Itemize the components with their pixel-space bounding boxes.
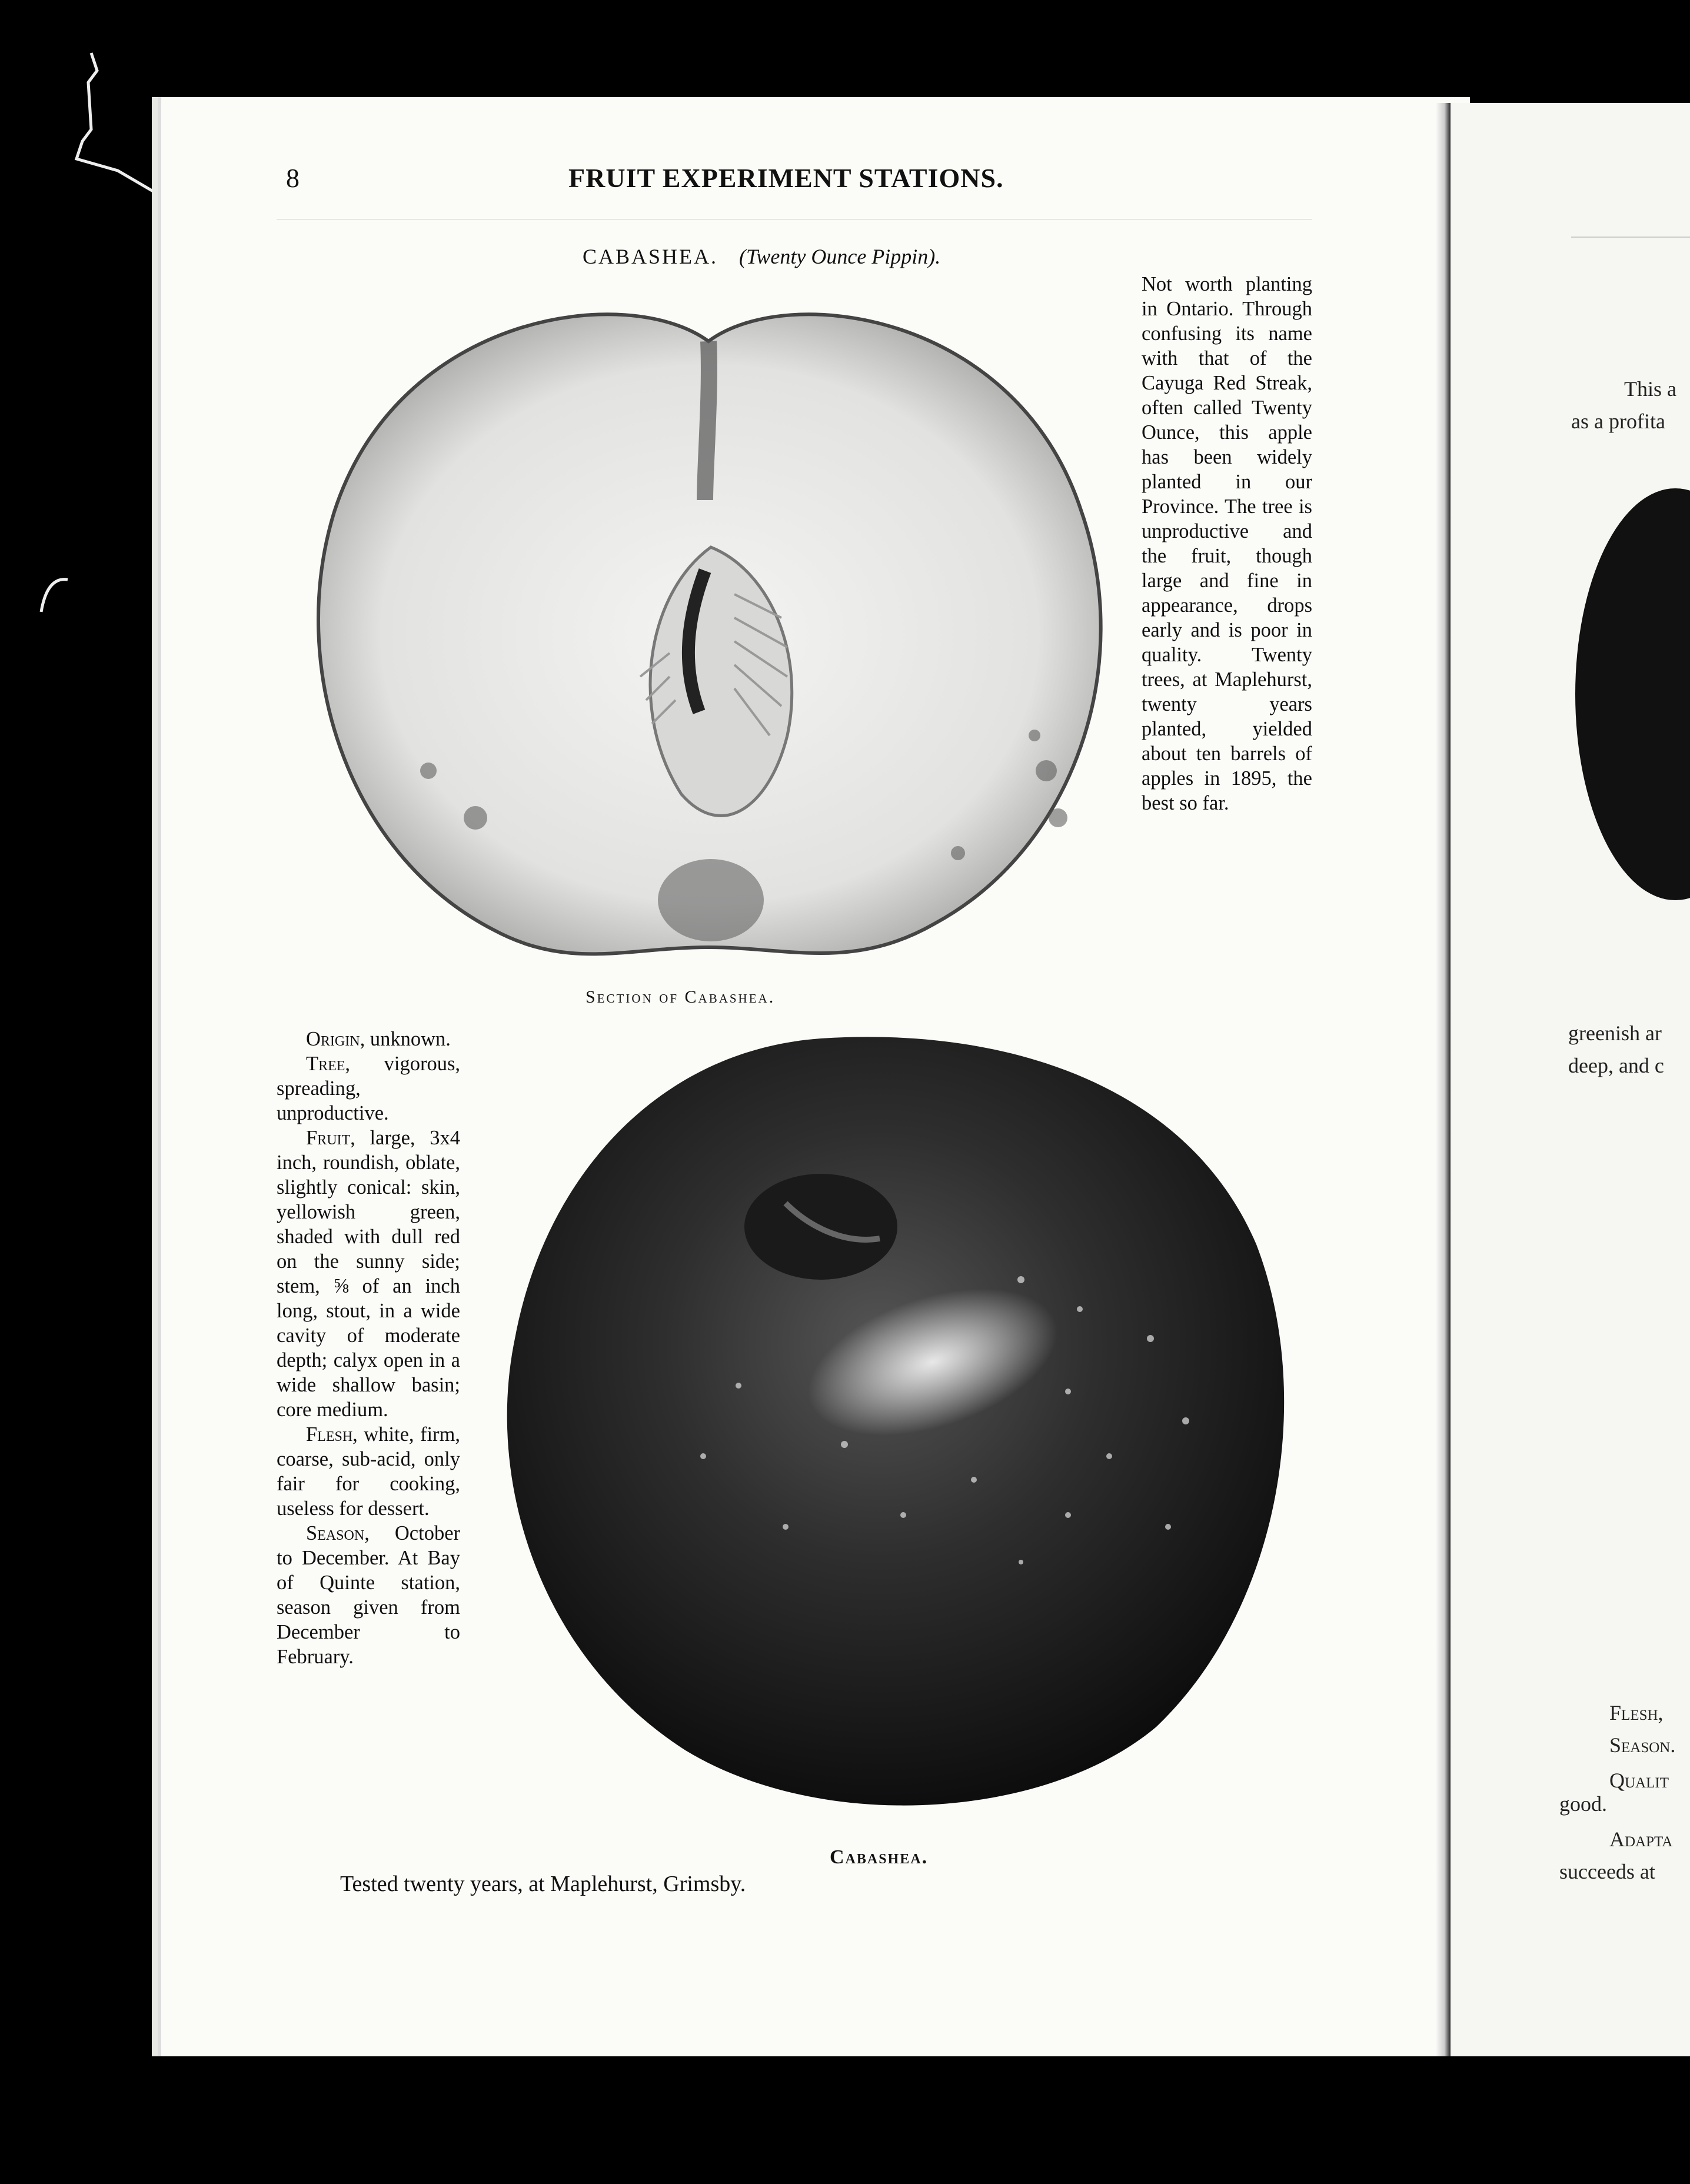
facing-text-line: Adapta [1609,1827,1673,1851]
plate-title-main: CABASHEA. [583,245,718,268]
description-lead: Season, [306,1522,370,1544]
apple-section-image [299,288,1118,971]
description-fruit [277,1126,460,1422]
facing-text-line: succeeds at [1559,1860,1655,1883]
facing-text-line: as a profita [1571,410,1665,433]
facing-text-line: This a [1624,377,1676,401]
description-tree [277,1051,460,1126]
plate-title-alt: (Twenty Ounce Pippin). [739,245,941,268]
description-text: October to December. At Bay of Quinte station, season given from December to February. [277,1522,460,1668]
facing-text-line: Flesh, [1609,1701,1664,1724]
section-caption: Section of Cabashea. [585,987,776,1007]
running-head: FRUIT EXPERIMENT STATIONS. [568,163,1004,193]
whole-apple-image [491,1033,1303,1827]
facing-page-rule [1571,237,1690,238]
facing-text-line: deep, and c [1568,1054,1664,1077]
note-paragraph: Not worth planting in Ontario. Through confusing its name with that of the Cayuga Red Streak, often called Twenty Ounce, this apple has been widely planted in our Province. The tree is unproductive and the fruit, though large and fine in appearance, drops early and is poor in quality. Twenty trees, at Maplehurst, twenty years planted, yielded about ten barrels of apples in 1895, the best so far. [1142,273,1312,814]
description-lead: Flesh, [306,1423,358,1446]
description-flesh [277,1422,460,1521]
facing-text-line: Season. [1609,1733,1676,1757]
tested-note: Tested twenty years, at Maplehurst, Grimsby. [340,1872,746,1896]
whole-apple-caption: Cabashea. [830,1846,929,1868]
description-lead: Fruit, [306,1127,355,1149]
page-number: 8 [286,163,300,193]
description-season [277,1521,460,1669]
description-lead: Tree, [306,1053,351,1075]
scan-mark [35,47,165,200]
scan-mark [35,565,82,618]
description-text: unknown. [365,1028,451,1050]
description-origin [277,1027,460,1051]
facing-text-line: greenish ar [1568,1021,1662,1045]
plate-title [583,244,940,269]
description-text: vigorous, spreading, unproductive. [277,1053,460,1124]
description-text: white, firm, coarse, sub-acid, only fair for cooking, useless for dessert. [277,1423,460,1520]
description-text: large, 3x4 inch, roundish, oblate, slightly conical: skin, yellowish green, shaded with dull red on the sunny side; stem, ⅝ of an inch long, stout, in a wide cavity of moderate depth; calyx open in a wide shallow basin; core medium. [277,1127,460,1421]
facing-text-line: good. [1559,1792,1607,1816]
description-column [277,1027,460,1669]
description-lead: Origin, [306,1028,365,1050]
facing-text-line: Qualit [1609,1769,1669,1792]
